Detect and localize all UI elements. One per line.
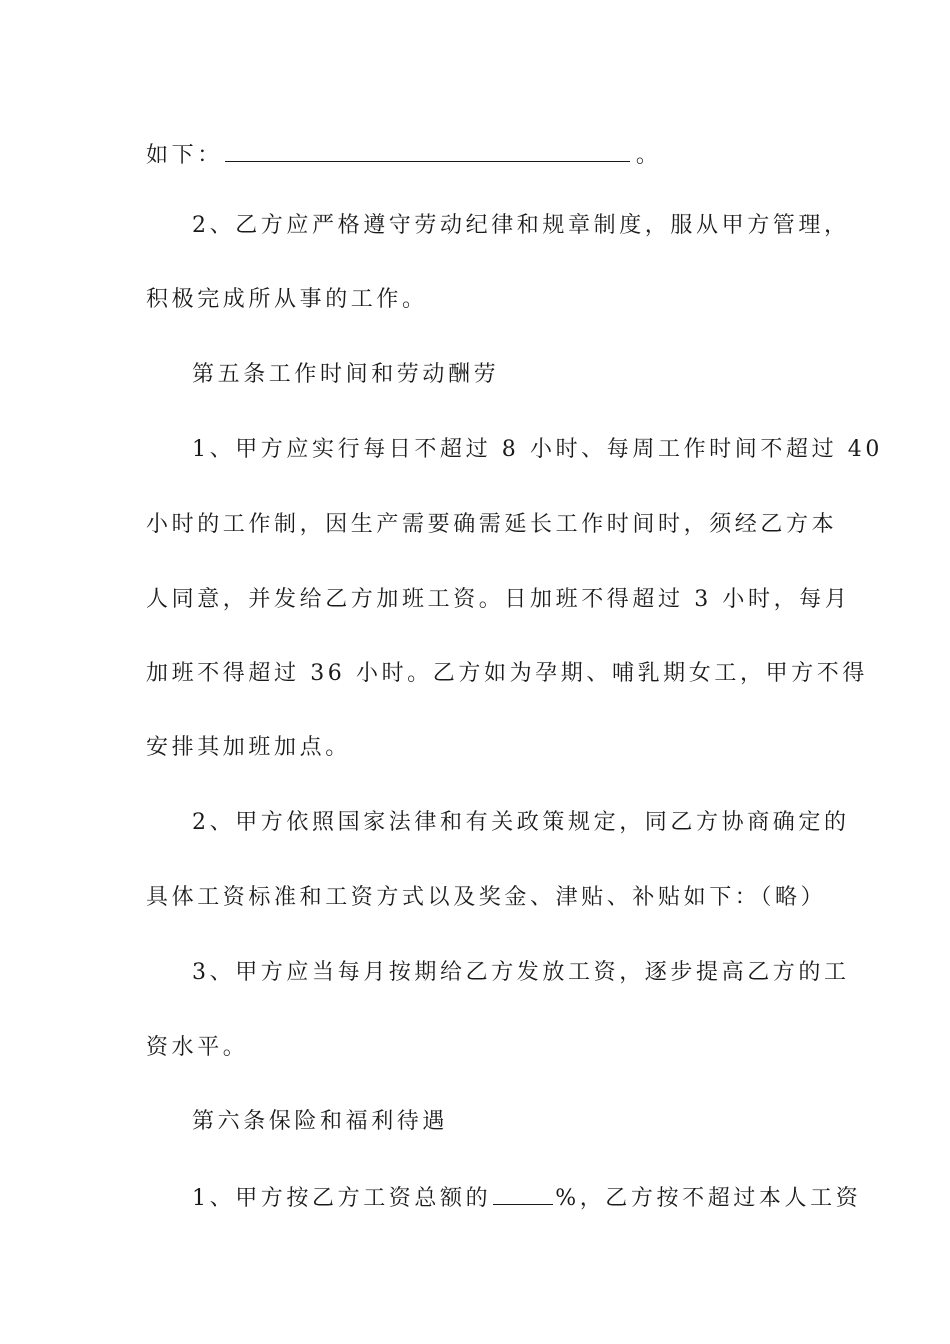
text-fragment: 。 <box>635 143 662 168</box>
text-line <box>192 1182 862 1214</box>
text-fragment: %，乙方按不超过本人工资 <box>555 1186 862 1211</box>
text-line: 加班不得超过 36 小时。乙方如为孕期、哺乳期女工，甲方不得 <box>146 661 868 686</box>
fill-in-blank <box>493 1182 553 1205</box>
text-line: 2、乙方应严格遵守劳动纪律和规章制度，服从甲方管理， <box>192 213 850 238</box>
section-heading: 第五条工作时间和劳动酬劳 <box>192 362 500 387</box>
text-line: 2、甲方依照国家法律和有关政策规定，同乙方协商确定的 <box>192 810 850 835</box>
text-line: 3、甲方应当每月按期给乙方发放工资，逐步提高乙方的工 <box>192 960 850 985</box>
text-line: 1、甲方应实行每日不超过 8 小时、每周工作时间不超过 40 <box>192 437 883 462</box>
text-line: 人同意，并发给乙方加班工资。日加班不得超过 3 小时，每月 <box>146 587 851 612</box>
section-heading: 第六条保险和福利待遇 <box>192 1109 449 1134</box>
text-fragment: 如下： <box>146 143 223 168</box>
text-line: 小时的工作制，因生产需要确需延长工作时间时，须经乙方本 <box>146 512 838 537</box>
text-line: 安排其加班加点。 <box>146 735 351 760</box>
text-line: 资水平。 <box>146 1035 249 1060</box>
fill-in-blank <box>225 139 630 162</box>
text-line: 积极完成所从事的工作。 <box>146 287 428 312</box>
text-line <box>146 139 816 171</box>
text-line: 具体工资标准和工资方式以及奖金、津贴、补贴如下：（略） <box>146 885 827 910</box>
text-fragment: 1、甲方按乙方工资总额的 <box>192 1186 492 1211</box>
